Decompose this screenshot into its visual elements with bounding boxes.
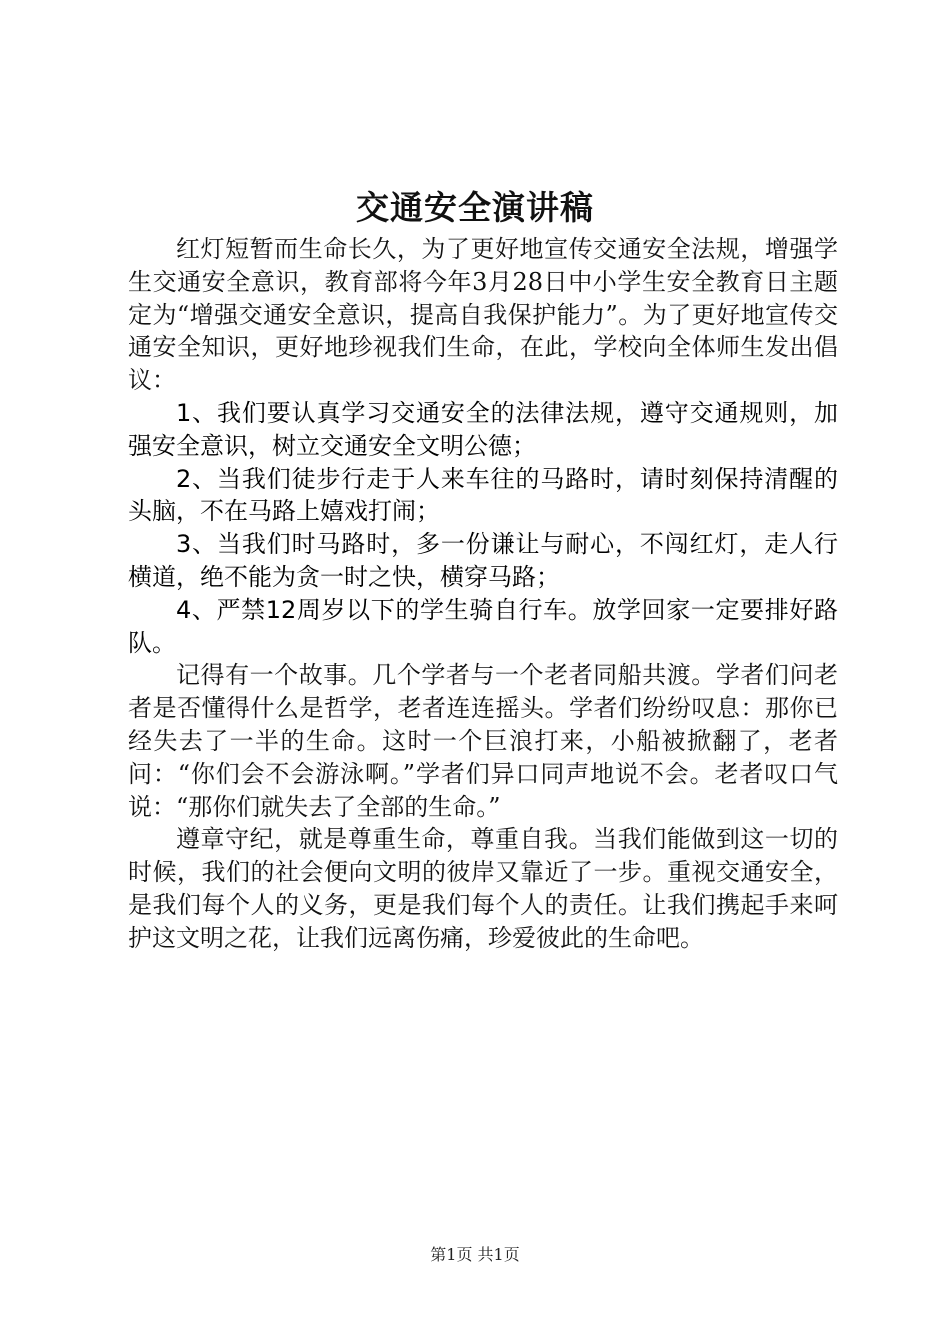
story-paragraph: 记得有一个故事。几个学者与一个老者同船共渡。学者们问老者是否懂得什么是哲学，老者连连摇头。学者们纷纷叹息：那你已经失去了一半的生命。这时一个巨浪打来，小船被掀翻了，老者问：“你们会不会游泳啊。”学者们异口同声地说不会。老者叹口气说：“那你们就失去了全部的生命。” [128,661,838,821]
proposal-item-4 [128,594,838,660]
proposal-item-4-main: 4、严禁12周岁以下的学生骑自行车。 [176,595,593,624]
proposal-item-4-tail: 放学回家一定要排好路队。 [128,595,839,657]
page-footer: 第1页 共1页 [430,1245,520,1264]
document-title: 交通安全演讲稿 [356,188,594,227]
proposal-item-1: 1、我们要认真学习交通安全的法律法规，遵守交通规则，加强安全意识，树立交通安全文明公德； [128,398,838,460]
document-body [128,233,838,955]
closing-paragraph: 遵章守纪，就是尊重生命，尊重自我。当我们能做到这一切的时候，我们的社会便向文明的彼岸又靠近了一步。重视交通安全，是我们每个人的义务，更是我们每个人的责任。让我们携起手来呵护这文明之花，让我们远离伤痛，珍爱彼此的生命吧。 [128,825,838,952]
proposal-item-2: 2、当我们徒步行走于人来车往的马路时，请时刻保持清醒的头脑，不在马路上嬉戏打闹； [128,464,838,526]
intro-paragraph: 红灯短暂而生命长久，为了更好地宣传交通安全法规，增强学生交通安全意识，教育部将今年3月28日中小学生安全教育日主题定为“增强交通安全意识，提高自我保护能力”。为了更好地宣传交通安全知识，更好地珍视我们生命，在此，学校向全体师生发出倡议： [128,235,838,395]
proposal-item-3: 3、当我们时马路时，多一份谦让与耐心，不闯红灯，走人行横道，绝不能为贪一时之快，横穿马路； [128,530,838,591]
